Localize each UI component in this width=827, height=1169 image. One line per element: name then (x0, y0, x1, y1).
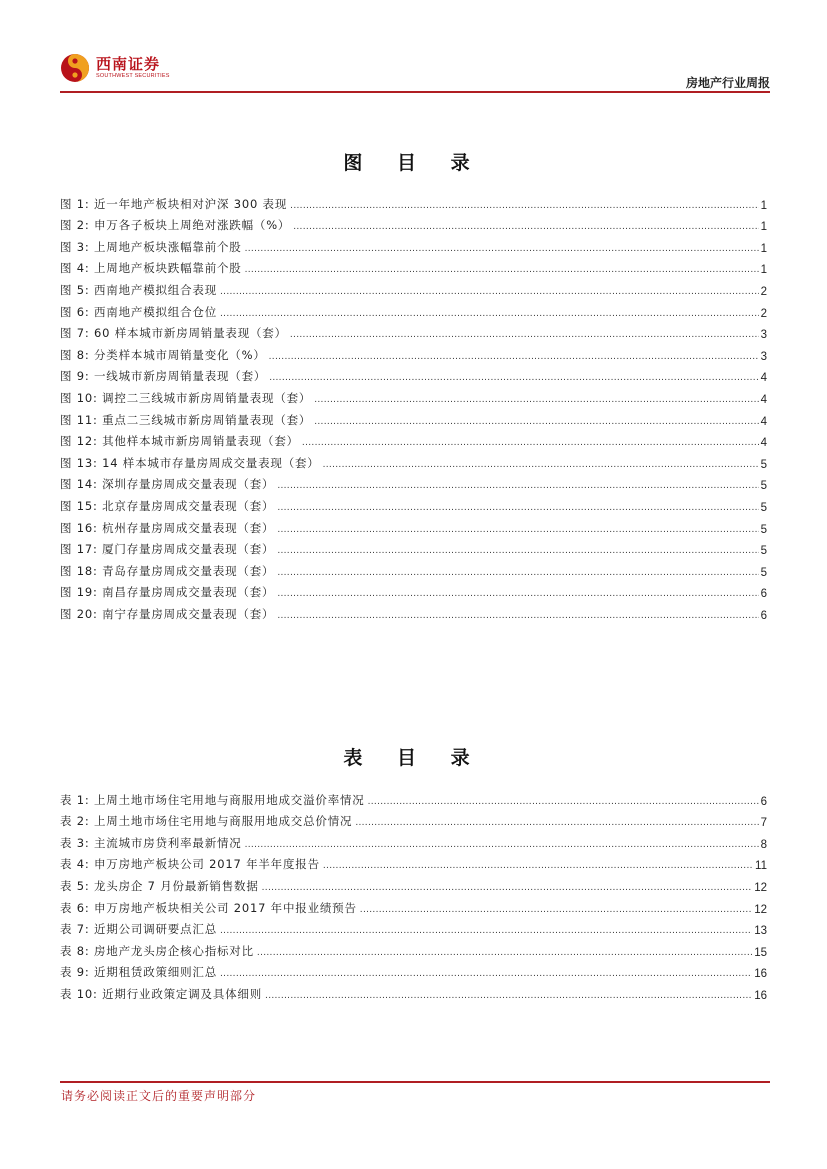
figure-toc-entry[interactable] (60, 492, 767, 514)
figure-entry-label: 图 3: 上周地产板块涨幅靠前个股 (60, 239, 242, 254)
dot-leader (220, 308, 759, 320)
dot-leader (277, 567, 758, 579)
figure-toc-entry[interactable] (60, 600, 767, 622)
dot-leader (277, 588, 758, 600)
figure-entry-label: 图 11: 重点二三线城市新房周销量表现（套） (60, 412, 312, 427)
figure-entry-label: 图 8: 分类样本城市周销量变化（%） (60, 347, 266, 362)
table-entry-page-number: 12 (754, 881, 767, 894)
figure-toc-entry[interactable] (60, 233, 767, 255)
table-entry-page-number: 8 (760, 838, 767, 851)
table-entry-label: 表 8: 房地产龙头房企核心指标对比 (60, 943, 254, 958)
table-entry-label: 表 9: 近期租赁政策细则汇总 (60, 965, 218, 980)
table-entry-label: 表 1: 上周土地市场住宅用地与商服用地成交溢价率情况 (60, 792, 365, 807)
figure-entry-page-number: 1 (760, 221, 767, 234)
page-header (60, 44, 770, 92)
figure-toc-entry[interactable] (60, 449, 767, 471)
figure-entry-label: 图 4: 上周地产板块跌幅靠前个股 (60, 261, 242, 276)
logo-chinese-name: 西南证券 (96, 55, 161, 73)
figure-entry-label: 图 2: 申万各子板块上周绝对涨跌幅（%） (60, 218, 291, 233)
figure-entry-page-number: 5 (760, 523, 767, 536)
table-toc-entry[interactable] (60, 851, 767, 873)
disclaimer-note: 请务必阅读正文后的重要声明部分 (61, 1089, 257, 1103)
dot-leader (323, 860, 753, 872)
figure-entry-page-number: 1 (760, 199, 767, 212)
dot-leader (245, 264, 759, 276)
dot-leader (277, 545, 758, 557)
figure-entry-label: 图 13: 14 样本城市存量房周成交量表现（套） (60, 455, 320, 470)
figure-entry-label: 图 15: 北京存量房周成交量表现（套） (60, 498, 275, 513)
table-entry-label: 表 4: 申万房地产板块公司 2017 年半年度报告 (60, 857, 320, 872)
figure-toc-entry[interactable] (60, 276, 767, 298)
table-entry-label: 表 3: 主流城市房贷利率最新情况 (60, 835, 242, 850)
dot-leader (220, 286, 759, 298)
dot-leader (293, 221, 758, 233)
figure-toc-entry[interactable] (60, 514, 767, 536)
dot-leader (277, 524, 758, 536)
figure-entry-page-number: 4 (760, 393, 767, 406)
figure-toc-entry[interactable] (60, 190, 767, 212)
table-toc-entry[interactable] (60, 959, 767, 981)
figure-entry-label: 图 1: 近一年地产板块相对沪深 300 表现 (60, 196, 288, 211)
header-divider (60, 91, 770, 93)
figure-toc-entry[interactable] (60, 298, 767, 320)
figure-toc-entry[interactable] (60, 536, 767, 558)
dot-leader (265, 990, 752, 1002)
dot-leader (290, 200, 758, 212)
figure-toc-entry[interactable] (60, 406, 767, 428)
figure-entry-page-number: 5 (760, 545, 767, 558)
table-toc-entry[interactable] (60, 980, 767, 1002)
report-type-label: 房地产行业周报 (685, 76, 770, 90)
dot-leader (269, 351, 759, 363)
figure-toc-entry[interactable] (60, 579, 767, 601)
table-toc-entry[interactable] (60, 872, 767, 894)
table-toc-entry[interactable] (60, 786, 767, 808)
figure-entry-label: 图 20: 南宁存量房周成交量表现（套） (60, 606, 275, 621)
figure-entry-label: 图 14: 深圳存量房周成交量表现（套） (60, 477, 275, 492)
table-entry-page-number: 7 (760, 817, 767, 830)
dot-leader (290, 329, 759, 341)
southwest-securities-logo-icon (60, 53, 90, 83)
figure-entry-page-number: 1 (760, 264, 767, 277)
figure-toc-entry[interactable] (60, 255, 767, 277)
figure-entry-label: 图 7: 60 样本城市新房周销量表现（套） (60, 326, 287, 341)
dot-leader (355, 817, 758, 829)
table-entry-label: 表 6: 申万房地产板块相关公司 2017 年中报业绩预告 (60, 900, 357, 915)
dot-leader (302, 437, 759, 449)
figure-toc-entry[interactable] (60, 384, 767, 406)
figure-toc-entry[interactable] (60, 320, 767, 342)
figure-entry-page-number: 6 (760, 588, 767, 601)
figure-entry-label: 图 18: 青岛存量房周成交量表现（套） (60, 563, 275, 578)
dot-leader (245, 243, 759, 255)
figure-entry-label: 图 19: 南昌存量房周成交量表现（套） (60, 585, 275, 600)
tables-toc-title: 表 目 录 (343, 747, 484, 769)
dot-leader (269, 372, 758, 384)
dot-leader (368, 796, 759, 808)
dot-leader (277, 480, 758, 492)
figure-entry-page-number: 5 (760, 566, 767, 579)
figure-entry-page-number: 5 (760, 458, 767, 471)
figure-entry-label: 图 17: 厦门存量房周成交量表现（套） (60, 542, 275, 557)
table-entry-page-number: 6 (760, 795, 767, 808)
figure-entry-label: 图 5: 西南地产模拟组合表现 (60, 282, 218, 297)
dot-leader (220, 968, 752, 980)
figure-entry-label: 图 6: 西南地产模拟组合仓位 (60, 304, 218, 319)
table-entry-label: 表 5: 龙头房企 7 月份最新销售数据 (60, 878, 259, 893)
dot-leader (257, 947, 752, 959)
dot-leader (245, 839, 759, 851)
table-toc-entry[interactable] (60, 894, 767, 916)
figure-entry-label: 图 10: 调控二三线城市新房周销量表现（套） (60, 390, 312, 405)
table-toc-entry[interactable] (60, 808, 767, 830)
table-entry-page-number: 16 (754, 989, 767, 1002)
dot-leader (277, 502, 758, 514)
table-toc-entry[interactable] (60, 916, 767, 938)
figure-toc-entry[interactable] (60, 212, 767, 234)
table-entry-page-number: 13 (754, 925, 767, 938)
figure-entry-page-number: 2 (760, 307, 767, 320)
dot-leader (314, 394, 758, 406)
figure-toc-entry[interactable] (60, 471, 767, 493)
figure-entry-page-number: 1 (760, 242, 767, 255)
figure-entry-page-number: 5 (760, 501, 767, 514)
figures-toc-title: 图 目 录 (343, 152, 484, 174)
dot-leader (314, 416, 758, 428)
dot-leader (360, 904, 752, 916)
dot-leader (262, 882, 753, 894)
figure-entry-page-number: 2 (760, 285, 767, 298)
figure-toc-entry[interactable] (60, 557, 767, 579)
table-entry-label: 表 7: 近期公司调研要点汇总 (60, 922, 218, 937)
figure-entry-page-number: 4 (760, 437, 767, 450)
dot-leader (323, 459, 759, 471)
table-toc-entry[interactable] (60, 937, 767, 959)
figure-entry-label: 图 9: 一线城市新房周销量表现（套） (60, 369, 267, 384)
figure-entry-page-number: 4 (760, 415, 767, 428)
figure-entry-page-number: 5 (760, 480, 767, 493)
dot-leader (277, 610, 758, 622)
table-entry-page-number: 16 (754, 968, 767, 981)
table-entry-page-number: 12 (754, 903, 767, 916)
figure-entry-page-number: 6 (760, 609, 767, 622)
figure-entry-page-number: 3 (760, 350, 767, 363)
figure-entry-label: 图 16: 杭州存量房周成交量表现（套） (60, 520, 275, 535)
figure-toc-entry[interactable] (60, 341, 767, 363)
figure-toc-entry[interactable] (60, 363, 767, 385)
figure-toc-entry[interactable] (60, 428, 767, 450)
table-toc-entry[interactable] (60, 829, 767, 851)
figures-toc-list (60, 190, 767, 622)
dot-leader (220, 925, 752, 937)
logo-english-name: SOUTHWEST SECURITIES (96, 73, 170, 79)
table-entry-page-number: 11 (755, 860, 767, 873)
table-entry-label: 表 10: 近期行业政策定调及具体细则 (60, 986, 263, 1001)
table-entry-page-number: 15 (754, 946, 767, 959)
tables-toc-list (60, 786, 767, 1002)
company-logo (60, 50, 170, 86)
figure-entry-page-number: 3 (760, 329, 767, 342)
table-entry-label: 表 2: 上周土地市场住宅用地与商服用地成交总价情况 (60, 814, 353, 829)
figure-entry-page-number: 4 (760, 372, 767, 385)
footer-divider (60, 1081, 770, 1083)
figure-entry-label: 图 12: 其他样本城市新房周销量表现（套） (60, 434, 299, 449)
